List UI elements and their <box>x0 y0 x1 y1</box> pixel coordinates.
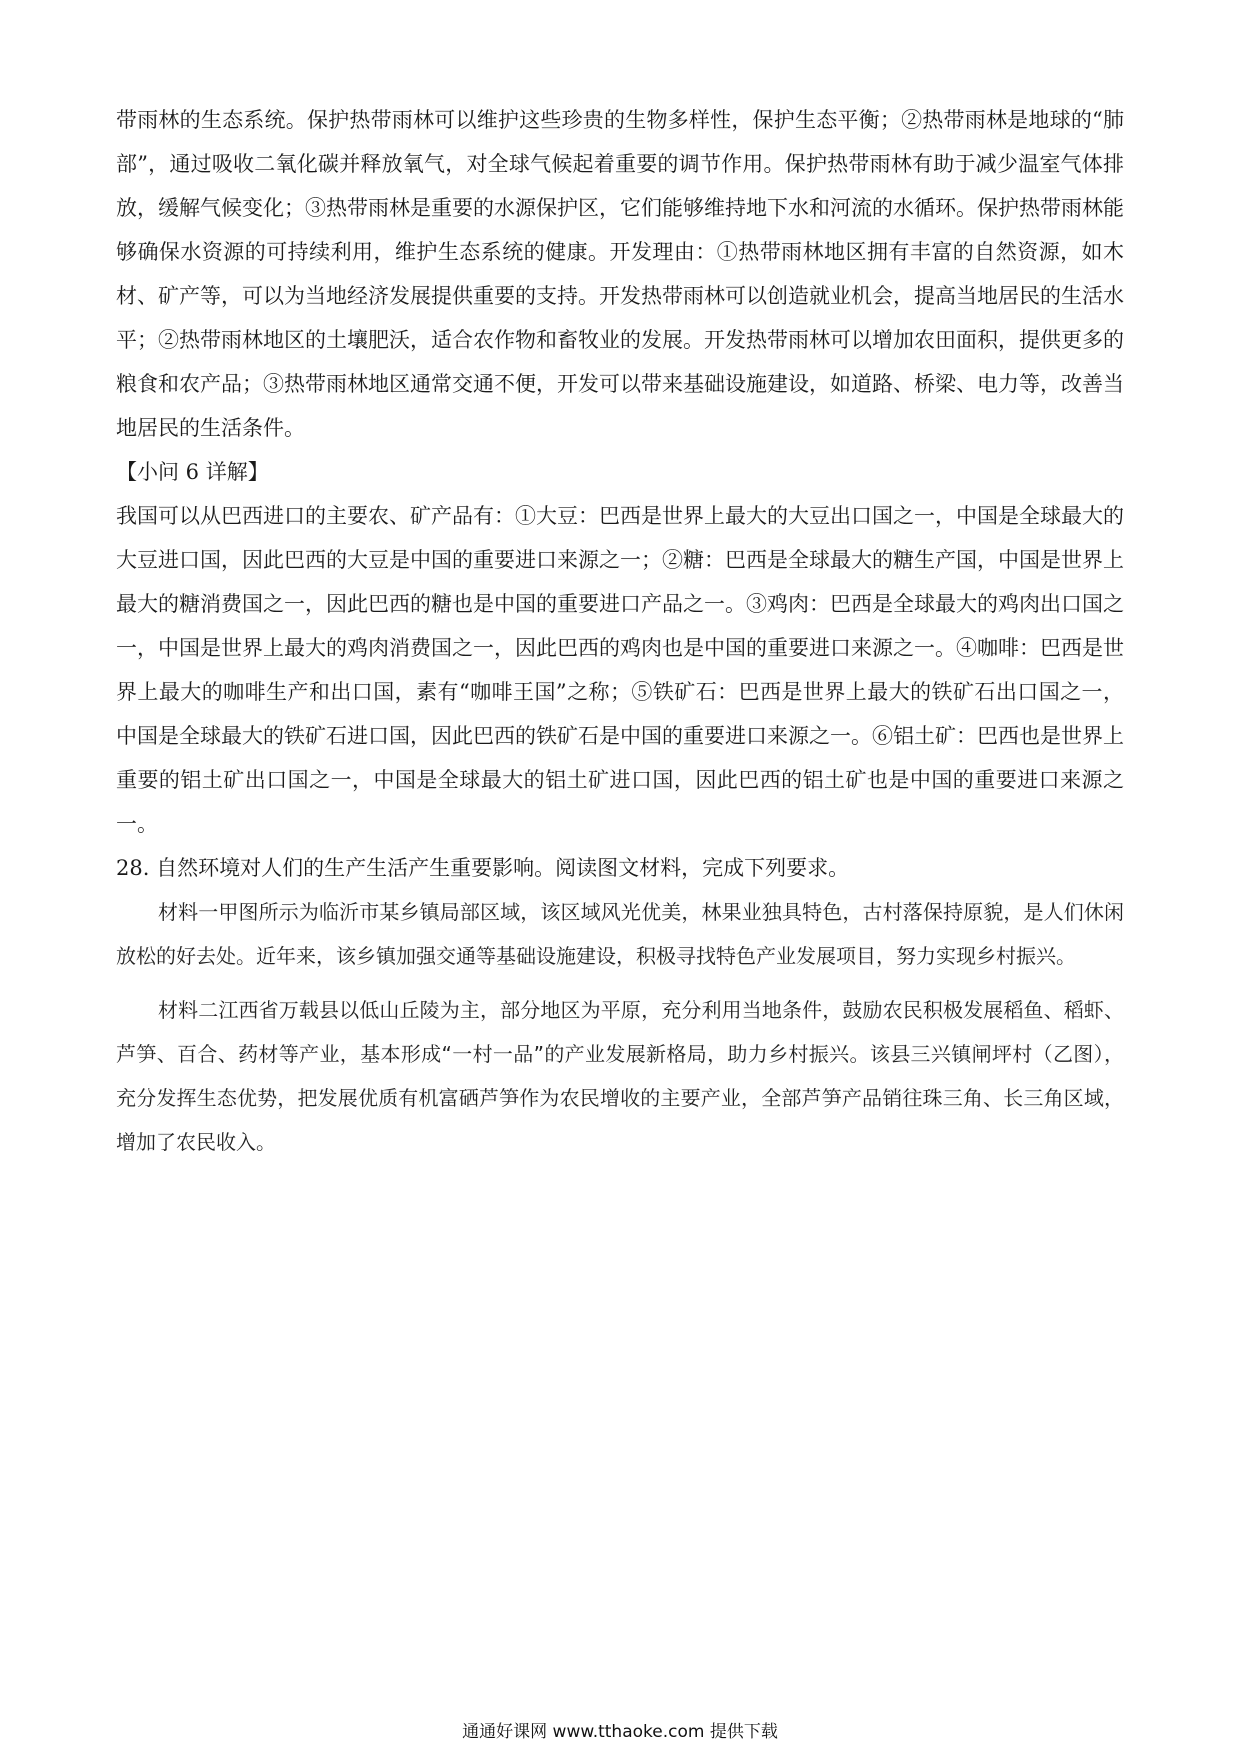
material-two: 材料二江西省万载县以低山丘陵为主，部分地区为平原，充分利用当地条件，鼓励农民积极发展稻鱼、稻虾、芦笋、百合、药材等产业，基本形成“一村一品”的产业发展新格局，助力乡村振兴。该县三兴镇闸坪村（乙图），充分发挥生态优势，把发展优质有机富硒芦笋作为农民增收的主要产业，全部芦笋产品销往珠三角、长三角区域，增加了农民收入。 <box>116 998 1124 1154</box>
rainforest-paragraph: 带雨林的生态系统。保护热带雨林可以维护这些珍贵的生物多样性，保护生态平衡；②热带雨林是地球的“肺部”，通过吸收二氧化碳并释放氧气，对全球气候起着重要的调节作用。保护热带雨林有助于减少温室气体排放，缓解气候变化；③热带雨林是重要的水源保护区，它们能够维持地下水和河流的水循环。保护热带雨林能够确保水资源的可持续利用，维护生态系统的健康。开发理由：①热带雨林地区拥有丰富的自然资源，如木材、矿产等，可以为当地经济发展提供重要的支持。开发热带雨林可以创造就业机会，提高当地居民的生活水平；②热带雨林地区的土壤肥沃，适合农作物和畜牧业的发展。开发热带雨林可以增加农田面积，提供更多的粮食和农产品；③热带雨林地区通常交通不便，开发可以带来基础设施建设，如道路、桥梁、电力等，改善当地居民的生活条件。 <box>116 108 1124 440</box>
document-body <box>116 98 1124 1164</box>
subquestion-heading: 【小问 6 详解】 <box>116 460 269 484</box>
question-28: 28. 自然环境对人们的生产生活产生重要影响。阅读图文材料，完成下列要求。 <box>116 856 850 880</box>
material-one: 材料一甲图所示为临沂市某乡镇局部区域，该区域风光优美，林果业独具特色，古村落保持原貌，是人们休闲放松的好去处。近年来，该乡镇加强交通等基础设施建设，积极寻找特色产业发展项目，努力实现乡村振兴。 <box>116 900 1124 968</box>
brazil-imports-paragraph: 我国可以从巴西进口的主要农、矿产品有：①大豆：巴西是世界上最大的大豆出口国之一，中国是全球最大的大豆进口国，因此巴西的大豆是中国的重要进口来源之一；②糖：巴西是全球最大的糖生产国，中国是世界上最大的糖消费国之一，因此巴西的糖也是中国的重要进口产品之一。③鸡肉：巴西是全球最大的鸡肉出口国之一，中国是世界上最大的鸡肉消费国之一，因此巴西的鸡肉也是中国的重要进口来源之一。④咖啡：巴西是世界上最大的咖啡生产和出口国，素有“咖啡王国”之称；⑤铁矿石：巴西是世界上最大的铁矿石出口国之一，中国是全球最大的铁矿石进口国，因此巴西的铁矿石是中国的重要进口来源之一。⑥铝土矿：巴西也是世界上重要的铝土矿出口国之一，中国是全球最大的铝土矿进口国，因此巴西的铝土矿也是中国的重要进口来源之一。 <box>116 504 1124 836</box>
page-footer: 通通好课网 www.tthaoke.com 提供下载 <box>462 1722 778 1742</box>
